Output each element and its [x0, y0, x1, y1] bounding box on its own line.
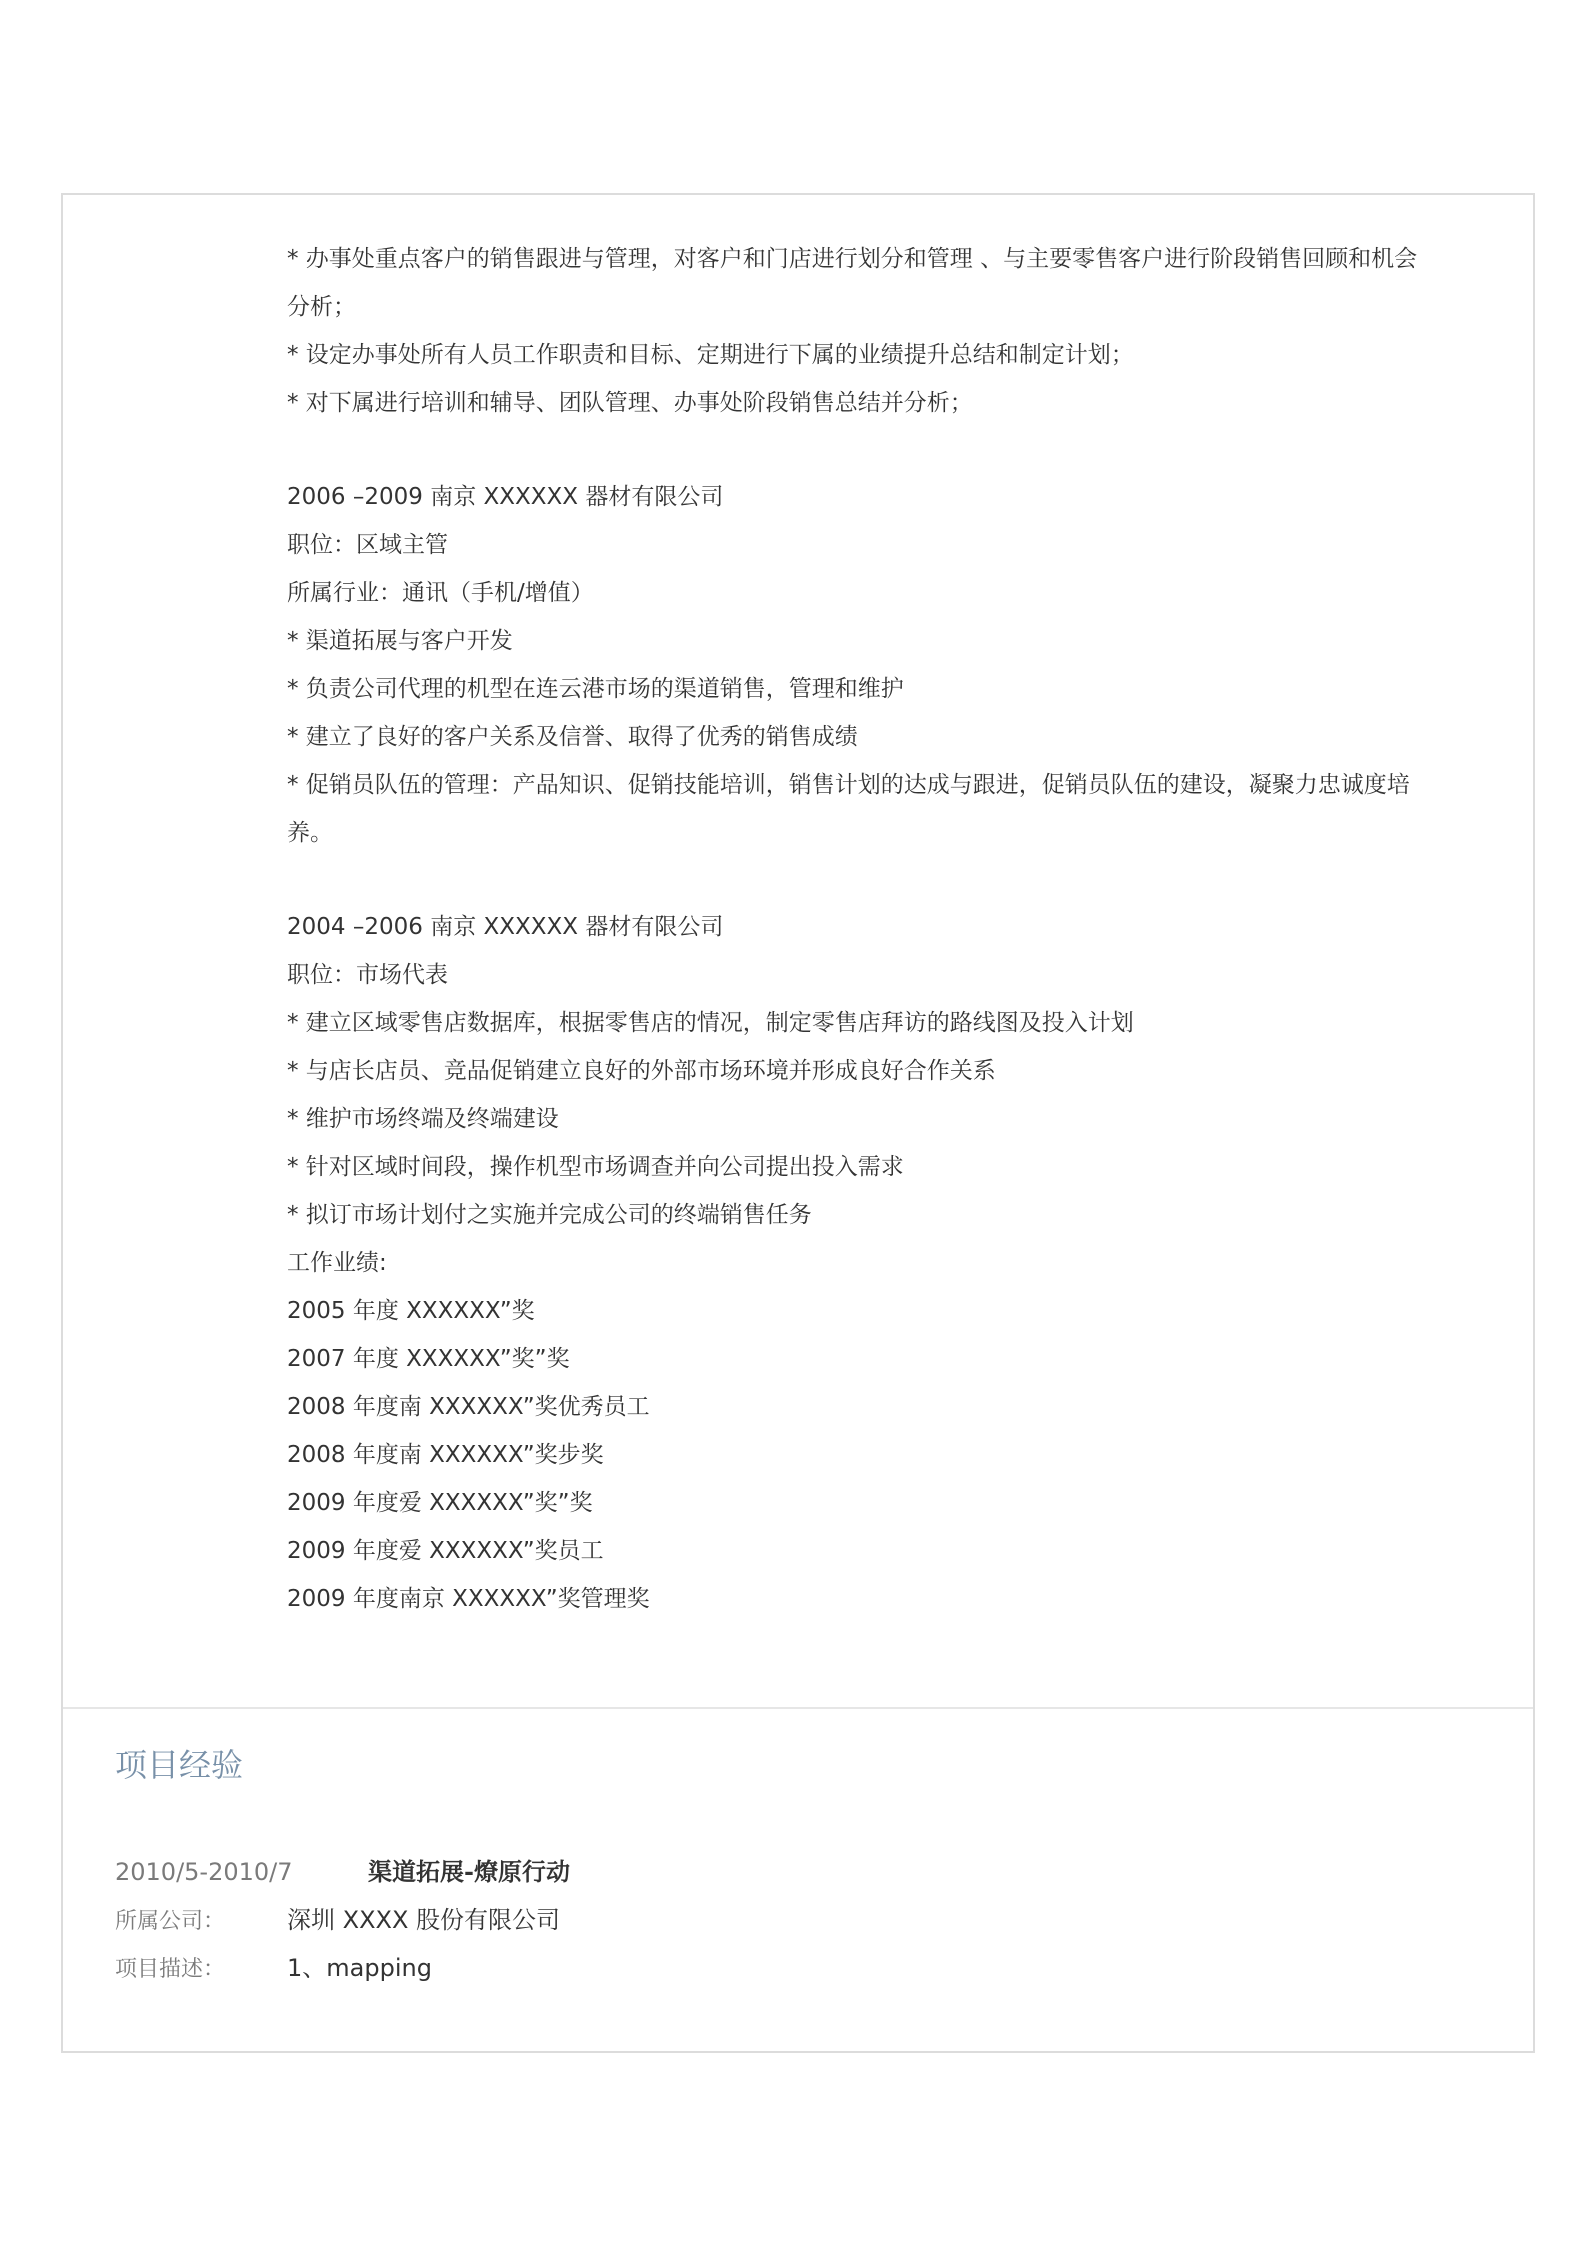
- section-title-projects: 项目经验: [115, 1746, 244, 1784]
- project-date: 2010/5-2010/7: [115, 1858, 293, 1886]
- project-desc-row: [115, 1944, 1475, 1992]
- project-header-row: [115, 1848, 1475, 1896]
- project-name: 渠道拓展-燎原行动: [368, 1857, 570, 1886]
- job-line: * 建立区域零售店数据库，根据零售店的情况，制定零售店拜访的路线图及投入计划: [287, 1010, 1134, 1036]
- job-line: 所属行业：通讯（手机/增值）: [287, 580, 594, 606]
- duty-line: 分析；: [287, 294, 356, 320]
- section-divider: [63, 1707, 1533, 1709]
- achievements-label: 工作业绩:: [287, 1250, 387, 1276]
- duty-line: * 办事处重点客户的销售跟进与管理，对客户和门店进行划分和管理 、与主要零售客户进行阶段销售回顾和机会: [287, 246, 1418, 272]
- job-line: * 负责公司代理的机型在连云港市场的渠道销售，管理和维护: [287, 676, 904, 702]
- award-line: 2009 年度南京 XXXXXX”奖管理奖: [287, 1586, 650, 1612]
- award-line: 2005 年度 XXXXXX”奖: [287, 1298, 535, 1324]
- job-line: * 维护市场终端及终端建设: [287, 1106, 559, 1132]
- job-header: 2006 –2009 南京 XXXXXX 器材有限公司: [287, 484, 724, 510]
- desc-label: 项目描述：: [115, 1957, 226, 1982]
- job-line: * 针对区域时间段，操作机型市场调查并向公司提出投入需求: [287, 1154, 904, 1180]
- award-line: 2007 年度 XXXXXX”奖”奖: [287, 1346, 570, 1372]
- project-entry: [115, 1848, 1475, 1992]
- job-header: 2004 –2006 南京 XXXXXX 器材有限公司: [287, 914, 724, 940]
- job-line: 职位：市场代表: [287, 962, 448, 988]
- project-company-row: [115, 1896, 1475, 1944]
- job-line: * 拟订市场计划付之实施并完成公司的终端销售任务: [287, 1202, 812, 1228]
- job-line: * 渠道拓展与客户开发: [287, 628, 513, 654]
- duty-line: * 对下属进行培训和辅导、团队管理、办事处阶段销售总结并分析；: [287, 390, 973, 416]
- award-line: 2009 年度爱 XXXXXX”奖”奖: [287, 1490, 593, 1516]
- company-label: 所属公司：: [115, 1909, 226, 1934]
- resume-frame: [61, 193, 1535, 2053]
- job-line: 养。: [287, 820, 333, 846]
- desc-value: 1、mapping: [287, 1954, 432, 1982]
- work-experience-continued: [287, 235, 1477, 1623]
- duty-line: * 设定办事处所有人员工作职责和目标、定期进行下属的业绩提升总结和制定计划；: [287, 342, 1134, 368]
- job-line: * 与店长店员、竞品促销建立良好的外部市场环境并形成良好合作关系: [287, 1058, 996, 1084]
- company-value: 深圳 XXXX 股份有限公司: [287, 1906, 561, 1934]
- job-line: * 建立了良好的客户关系及信誉、取得了优秀的销售成绩: [287, 724, 858, 750]
- job-line: * 促销员队伍的管理：产品知识、促销技能培训，销售计划的达成与跟进，促销员队伍的建设，凝聚力忠诚度培: [287, 772, 1410, 798]
- award-line: 2008 年度南 XXXXXX”奖优秀员工: [287, 1394, 650, 1420]
- job-line: 职位：区域主管: [287, 532, 448, 558]
- award-line: 2008 年度南 XXXXXX”奖步奖: [287, 1442, 604, 1468]
- award-line: 2009 年度爱 XXXXXX”奖员工: [287, 1538, 604, 1564]
